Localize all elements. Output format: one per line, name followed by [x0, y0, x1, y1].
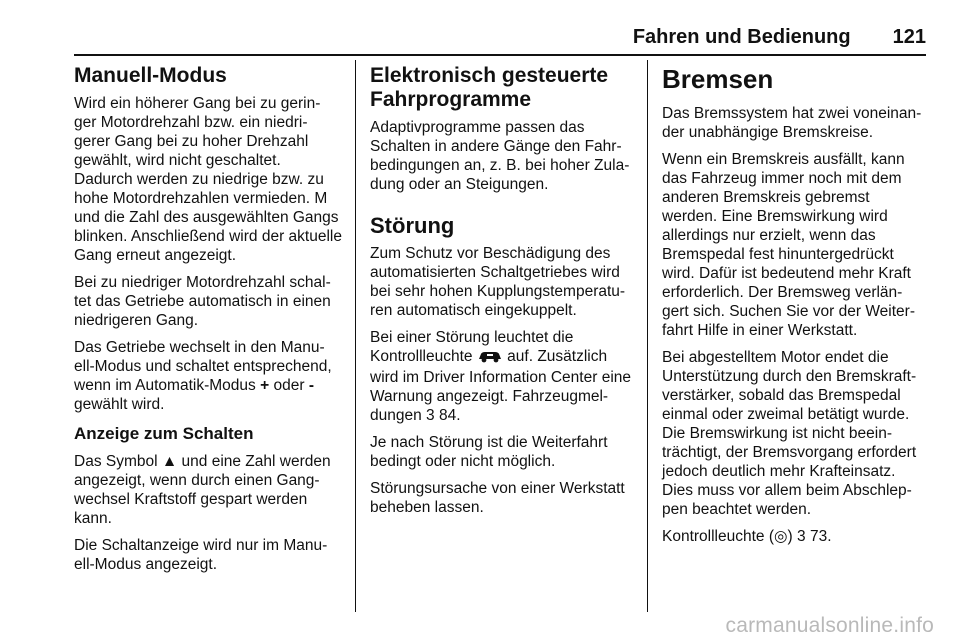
page-reference: 73.	[809, 528, 832, 545]
paragraph: Zum Schutz vor Beschädigung des automatisierten Schaltgetriebes wird bei sehr hohen Kupplungstemperatu-ren automatisch eingekuppelt.	[370, 245, 626, 319]
paragraph: Die Schaltanzeige wird nur im Manu-ell-Modus angezeigt.	[74, 537, 328, 573]
paragraph	[74, 452, 342, 528]
text: gewählt wird.	[74, 396, 165, 413]
column-brakes	[662, 60, 928, 554]
header-rule	[74, 54, 926, 56]
column-manual-mode	[74, 60, 342, 582]
paragraph	[370, 328, 636, 425]
paragraph: Je nach Störung ist die Weiterfahrt bedingt oder nicht möglich.	[370, 434, 608, 470]
brake-warning-icon: (◎)	[768, 528, 793, 545]
paragraph: Bei zu niedriger Motordrehzahl schal-tet das Getriebe automatisch in einen niedrigeren Gang.	[74, 274, 331, 329]
plus-symbol: +	[260, 377, 270, 394]
header-title: Fahren und Bedienung	[632, 26, 851, 48]
section-heading-fault: Störung	[370, 213, 455, 238]
page-reference: 84.	[438, 407, 461, 424]
text: und eine Zahl werden angezeigt, wenn durch einen Gang-wechsel Kraftstoff gespart werden kann.	[74, 453, 331, 527]
paragraph: Das Bremssystem hat zwei voneinan-der unabhängige Bremskreise.	[662, 105, 922, 141]
paragraph: Störungsursache von einer Werkstatt beheben lassen.	[370, 480, 625, 516]
text: Das Symbol	[74, 453, 158, 470]
text: Das Getriebe wechselt in den Manu-ell-Modus und schaltet entsprechend, wenn im Automatik-Modus	[74, 339, 332, 394]
text: Kontrollleuchte	[662, 528, 765, 545]
text: oder	[273, 377, 305, 394]
page-reference-icon: 3	[797, 528, 806, 545]
paragraph	[662, 527, 928, 546]
minus-symbol: -	[308, 377, 314, 394]
page-header	[633, 26, 926, 49]
paragraph: Wenn ein Bremskreis ausfällt, kann das Fahrzeug immer noch mit dem anderen Bremskreis gebremst werden. Eine Bremswirkung wird allerdings nur erzielt, wenn das Bremspedal fest hinuntergedrückt wird. Dafür ist bedeutend mehr Kraft erforderlich. Der Bremsweg verlän-gert sich. Suchen Sie vor der Weiter-fahrt Hilfe in einer Werkstatt.	[662, 151, 915, 339]
page-number: 121	[892, 26, 926, 48]
paragraph: Bei abgestelltem Motor endet die Unterstützung durch den Bremskraft-verstärker, sobald das Bremspedal einmal oder zweimal betätigt wurde. Die Bremswirkung ist nicht beein-trächtigt, der Bremsvorgang erfordert jedoch deutlich mehr Krafteinsatz. Dies muss vor allem beim Abschlep-pen beachtet werden.	[662, 349, 917, 518]
section-heading-brakes: Bremsen	[662, 64, 774, 94]
upshift-triangle-icon: ▲	[161, 453, 178, 470]
car-transmission-warning-icon	[477, 349, 503, 368]
paragraph: Adaptivprogramme passen das Schalten in andere Gänge den Fahr-bedingungen an, z. B. bei hoher Zula-dung oder an Steigungen.	[370, 119, 630, 193]
column-divider	[647, 60, 648, 612]
subheading-shift-indicator: Anzeige zum Schalten	[74, 424, 254, 443]
section-heading-manual-mode: Manuell-Modus	[74, 64, 227, 87]
page-reference-icon: 3	[426, 407, 435, 424]
column-drive-programs	[370, 60, 636, 525]
watermark: carmanualsonline.info	[725, 614, 934, 637]
column-divider	[355, 60, 356, 612]
text: auf. Zusätzlich wird im Driver Information Center eine Warnung angezeigt. Fahrzeugmel-dungen	[370, 348, 632, 424]
text: Bei einer Störung leuchtet die Kontrollleuchte	[370, 329, 574, 365]
paragraph	[74, 338, 342, 414]
paragraph: Wird ein höherer Gang bei zu gerin-ger Motordrehzahl bzw. ein niedri-gerer Gang bei zu hoher Drehzahl gewählt, wird nicht geschaltet. Dadurch werden zu niedrige bzw. zu hohe Motordrehzahlen vermieden. M und die Zahl des ausgewählten Gangs blinken. Anschließend wird der aktuelle Gang erneut angezeigt.	[74, 95, 342, 264]
section-heading-drive-programs: Elektronisch gesteuerte Fahrprogramme	[370, 64, 609, 111]
